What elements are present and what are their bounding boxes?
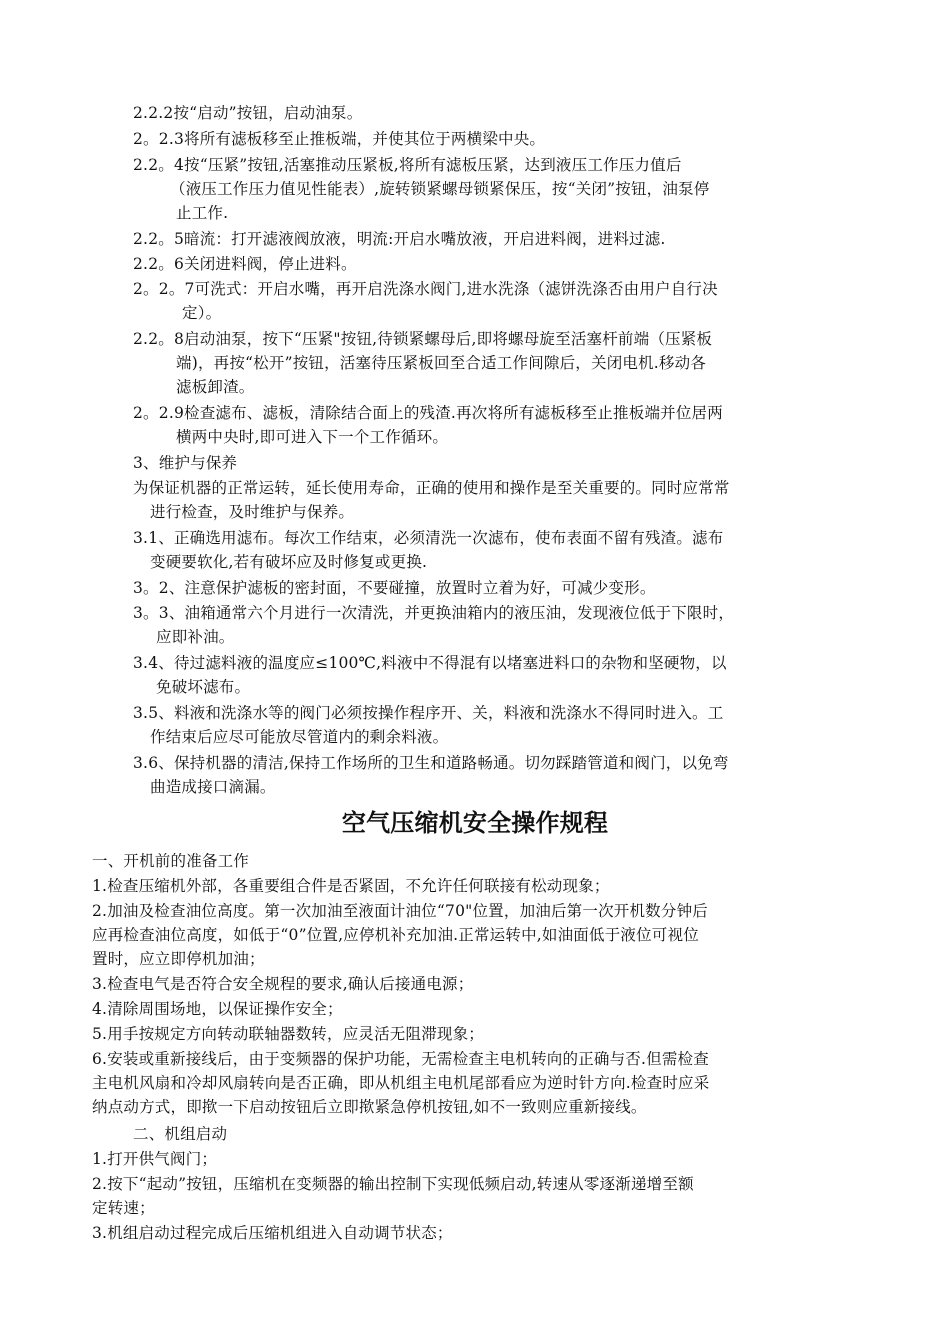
maintenance-item-3-6-cont: 曲造成接口滴漏。 xyxy=(150,778,276,796)
maintenance-item-3-3-cont: 应即补油。 xyxy=(156,628,235,646)
step-2-2-6: 2.2。6关闭进料阀，停止进料。 xyxy=(133,255,357,273)
maintenance-item-3-4-cont: 免破坏滤布。 xyxy=(156,678,251,696)
step-2-2-5: 2.2。5暗流：打开滤液阀放液，明流:开启水嘴放液，开启进料阀，进料过滤. xyxy=(133,230,666,248)
start-heading: 二、机组启动 xyxy=(133,1125,228,1143)
maintenance-item-3-5-cont: 作结束后应尽可能放尽管道内的剩余料液。 xyxy=(150,728,449,746)
step-2-2-8-cont-2: 滤板卸渣。 xyxy=(176,378,255,396)
maintenance-heading: 3、维护与保养 xyxy=(133,454,238,472)
step-2-2-4-cont-1: （液压工作压力值见性能表）,旋转锁紧螺母锁紧保压，按“关闭”按钮，油泵停 xyxy=(170,180,710,198)
page-title: 空气压缩机安全操作规程 xyxy=(341,809,609,837)
step-2-2-7: 2。2。7可洗式：开启水嘴，再开启洗涤水阀门,进水洗涤（滤饼洗涤否由用户自行决 xyxy=(133,280,718,298)
step-2-2-8: 2.2。8启动油泵，按下“压紧"按钮,待锁紧螺母后,即将螺母旋至活塞杆前端（压紧板 xyxy=(133,330,713,348)
step-2-2-9-cont: 横两中央时,即可进入下一个工作循环。 xyxy=(176,428,449,446)
maintenance-item-3-2: 3。2、注意保护滤板的密封面，不要碰撞，放置时立着为好，可减少变形。 xyxy=(133,579,656,597)
prep-line-1: 1.检查压缩机外部，各重要组合件是否紧固，不允许任何联接有松动现象； xyxy=(92,877,610,895)
step-2-2-4: 2.2。4按“压紧”按钮,活塞推动压紧板,将所有滤板压紧，达到液压工作压力值后 xyxy=(133,156,682,174)
prep-line-5: 5.用手按规定方向转动联轴器数转，应灵活无阻滞现象； xyxy=(92,1025,484,1043)
maintenance-item-3-6: 3.6、保持机器的清洁,保持工作场所的卫生和道路畅通。切勿踩踏管道和阀门，以免弯 xyxy=(133,754,729,772)
maintenance-item-3-3: 3。3、油箱通常六个月进行一次清洗，并更换油箱内的液压油，发现液位低于下限时， xyxy=(133,604,735,622)
prep-line-3: 3.检查电气是否符合安全规程的要求,确认后接通电源； xyxy=(92,975,474,993)
prep-heading: 一、开机前的准备工作 xyxy=(92,852,250,870)
start-line-2-cont: 定转速； xyxy=(92,1199,155,1217)
prep-line-2-cont-1: 应再检查油位高度，如低于“0”位置,应停机补充加油.正常运转中,如油面低于液位可视位 xyxy=(92,926,699,944)
step-2-2-9: 2。2.9检查滤布、滤板，清除结合面上的残渣.再次将所有滤板移至止推板端并位居两 xyxy=(133,404,723,422)
prep-line-6-cont-1: 主电机风扇和冷却风扇转向是否正确，即从机组主电机尾部看应为逆时针方向.检查时应采 xyxy=(92,1074,710,1092)
step-2-2-3: 2。2.3将所有滤板移至止推板端，并使其位于两横梁中央。 xyxy=(133,130,546,148)
prep-line-6-cont-2: 纳点动方式，即揿一下启动按钮后立即揿紧急停机按钮,如不一致则应重新接线。 xyxy=(92,1098,647,1116)
step-2-2-4-cont-2: 止工作. xyxy=(176,204,229,222)
maintenance-item-3-1-cont: 变硬要软化,若有破坏应及时修复或更换. xyxy=(150,553,428,571)
start-line-1: 1.打开供气阀门； xyxy=(92,1150,218,1168)
start-line-2: 2.按下“起动”按钮，压缩机在变频器的输出控制下实现低频启动,转速从零逐渐递增至额 xyxy=(92,1175,694,1193)
step-2-2-7-cont: 定）。 xyxy=(182,304,222,322)
step-2-2-2: 2.2.2按“启动”按钮，启动油泵。 xyxy=(133,104,363,122)
start-line-3: 3.机组启动过程完成后压缩机组进入自动调节状态； xyxy=(92,1224,453,1242)
prep-line-2-cont-2: 置时，应立即停机加油； xyxy=(92,950,265,968)
maintenance-item-3-4: 3.4、待过滤料液的温度应≤100℃,料液中不得混有以堵塞进料口的杂物和坚硬物，以 xyxy=(133,654,727,672)
maintenance-intro-1: 为保证机器的正常运转，延长使用寿命，正确的使用和操作是至关重要的。同时应常常 xyxy=(133,479,730,497)
maintenance-item-3-1: 3.1、正确选用滤布。每次工作结束，必须清洗一次滤布，使布表面不留有残渣。滤布 xyxy=(133,529,724,547)
prep-line-4: 4.清除周围场地，以保证操作安全； xyxy=(92,1000,343,1018)
maintenance-item-3-5: 3.5、料液和洗涤水等的阀门必须按操作程序开、关，料液和洗涤水不得同时进入。工 xyxy=(133,704,724,722)
maintenance-intro-2: 进行检查，及时维护与保养。 xyxy=(150,503,355,521)
prep-line-2: 2.加油及检查油位高度。第一次加油至液面计油位“70"位置，加油后第一次开机数分钟后 xyxy=(92,902,708,920)
step-2-2-8-cont-1: 端)，再按“松开”按钮，活塞待压紧板回至合适工作间隙后，关闭电机.移动各 xyxy=(176,354,707,372)
prep-line-6: 6.安装或重新接线后，由于变频器的保护功能，无需检查主电机转向的正确与否.但需检查 xyxy=(92,1050,709,1068)
